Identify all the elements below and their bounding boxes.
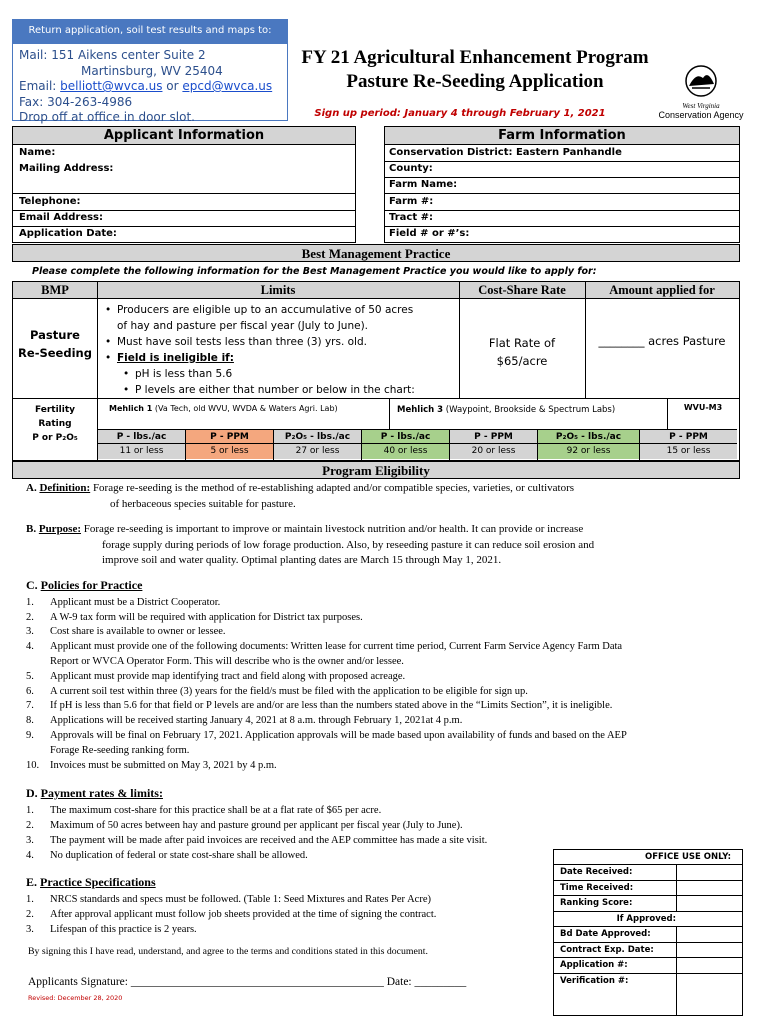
- applicant-signature-line[interactable]: Applicants Signature: ____________________________________________ Date: _________: [28, 976, 467, 988]
- office-use-heading: OFFICE USE ONLY:: [554, 850, 742, 865]
- policy-item-number: 3.: [26, 626, 34, 638]
- spec-item-text: Lifespan of this practice is 2 years.: [50, 924, 197, 935]
- fertility-cell-head: P₂O₅ - lbs./ac: [274, 429, 361, 444]
- fertility-cell-value: 15 or less: [640, 444, 737, 459]
- spec-item-text: NRCS standards and specs must be followed. (Table 1: Seed Mixtures and Rates Per Acre): [50, 894, 431, 905]
- limits-list: [101, 302, 457, 398]
- ranking-score-field[interactable]: Ranking Score:: [554, 896, 742, 912]
- payment-label: D.: [26, 786, 38, 800]
- rate-line2: $65/acre: [496, 354, 548, 368]
- purpose-text1: Forage re-seeding is important to improve or maintain livestock nutrition and/or health. It can provide or increase: [83, 523, 584, 535]
- revised-date: Revised: December 28, 2020: [28, 994, 123, 1002]
- farm-name-field[interactable]: Farm Name:: [389, 179, 458, 190]
- farm-info-box: [384, 145, 740, 243]
- policy-item: [26, 759, 748, 774]
- telephone-field[interactable]: Telephone:: [19, 196, 81, 207]
- col-cost-share: Cost-Share Rate: [478, 283, 566, 297]
- limit-3: • Field is ineligible if:: [101, 350, 457, 366]
- policy-item: [26, 729, 748, 744]
- fertility-cell-head: P - PPM: [186, 429, 273, 444]
- payment-item: [26, 848, 586, 863]
- mehlich1-header: Mehlich 1 (Va Tech, old WVU, WVDA & Waters Agri. Lab): [109, 404, 338, 413]
- fertility-cell-head: P - PPM: [450, 429, 537, 444]
- fertility-cell: [361, 429, 449, 460]
- policy-item-text: Approvals will be final on February 17, 2021. Application approvals will be made based upon availability of funds and based on the AEP: [50, 729, 627, 741]
- mail-box: [12, 43, 288, 124]
- purpose-text2: forage supply during periods of low forage production. Also, by reseeding pasture it can reduce soil erosion and: [102, 538, 595, 551]
- policies-list: [26, 596, 748, 774]
- purpose-label: B.: [26, 523, 37, 535]
- policy-item: [26, 685, 748, 700]
- agreement-text: By signing this I have read, understand, and agree to the terms and conditions stated in this document.: [28, 946, 428, 957]
- document-title: [288, 46, 662, 94]
- payment-item-text: The payment will be made after paid invoices are received and the AEP committee has made a site visit.: [50, 835, 488, 846]
- policy-item-text: Applicant must provide map identifying tract and field along with proposed acreage.: [50, 670, 406, 682]
- practice-line2: Re-Seeding: [18, 346, 92, 360]
- fertility-label1: Fertility: [34, 405, 76, 415]
- practice-line1: Pasture: [30, 328, 80, 342]
- specs-title: Practice Specifications: [40, 875, 156, 889]
- payments-list: [26, 803, 586, 863]
- applicant-info-heading: Applicant Information: [12, 126, 356, 145]
- policy-item: [26, 744, 748, 759]
- mail-line2: Martinsburg, WV 25404: [81, 63, 223, 78]
- fertility-cell-value: 92 or less: [538, 444, 639, 459]
- policy-item: [26, 699, 748, 714]
- fertility-cell: [639, 429, 737, 460]
- program-eligibility-heading: Program Eligibility: [12, 461, 740, 479]
- policies-title: Policies for Practice: [40, 578, 143, 592]
- bd-date-approved-field[interactable]: Bd Date Approved:: [554, 927, 742, 943]
- conservation-district: Conservation District: Eastern Panhandle: [389, 147, 622, 158]
- fertility-label: [13, 403, 97, 445]
- policy-item-text: If pH is less than 5.6 for that field or P levels are and/or are less than the numbers stated above in the “Limits Section”, it is ineligible.: [50, 700, 613, 712]
- payment-item-number: 2.: [26, 820, 34, 831]
- fertility-table: [12, 399, 740, 461]
- email-link-epcd[interactable]: epcd@wvca.us: [182, 79, 273, 93]
- tract-number-field[interactable]: Tract #:: [389, 212, 433, 223]
- mehlich3-header: Mehlich 3 (Waypoint, Brookside & Spectrum Labs): [397, 405, 616, 415]
- application-number-field[interactable]: Application #:: [554, 958, 742, 974]
- fertility-cells: [97, 429, 739, 460]
- fertility-cell-value: 40 or less: [362, 444, 449, 459]
- section-specifications: [26, 875, 556, 937]
- fertility-cell-head: P - PPM: [640, 429, 737, 444]
- wvca-logo: [656, 64, 746, 122]
- policy-item-text: A current soil test within three (3) years for the field/s must be filed with the application to be eligible for sign up.: [50, 685, 528, 697]
- policy-item-text: Cost share is available to owner or lessee.: [50, 626, 226, 638]
- payment-item: [26, 803, 586, 818]
- date-received-field[interactable]: Date Received:: [554, 865, 742, 881]
- policy-item-number: 10.: [26, 759, 40, 771]
- title-line2: Pasture Re-Seeding Application: [346, 71, 604, 92]
- email-or: or: [166, 79, 179, 93]
- limit-2: • Must have soil tests less than three (3) yrs. old.: [101, 334, 457, 350]
- fertility-cell-head: P - lbs./ac: [98, 429, 185, 444]
- email-line: [19, 79, 281, 95]
- specs-list: [26, 892, 556, 937]
- fertility-cell-value: 27 or less: [274, 444, 361, 459]
- specs-label: E.: [26, 875, 38, 889]
- fertility-cell-value: 5 or less: [186, 444, 273, 459]
- verification-number-field[interactable]: Verification #:: [560, 975, 629, 986]
- spec-item-number: 3.: [26, 924, 34, 935]
- applicant-info-box: [12, 145, 356, 243]
- limit-3b: • P levels are either that number or below in the chart:: [119, 382, 457, 398]
- rate-line1: Flat Rate of: [488, 336, 556, 350]
- payment-item-number: 3.: [26, 835, 34, 846]
- cost-share-rate: [459, 334, 585, 370]
- policy-item: [26, 596, 748, 611]
- policy-item-text: Report or WVCA Operator Form. This will describe who is the owner and/or lessee.: [50, 655, 404, 667]
- mailing-address-field[interactable]: Mailing Address:: [19, 163, 114, 174]
- policy-item: [26, 714, 748, 729]
- policy-item-text: Applications will be received starting January 4, 2021 at 8 a.m. through February 1, 2021at 4 p.m.: [50, 715, 463, 727]
- email-link-belliott[interactable]: belliott@wvca.us: [60, 79, 163, 93]
- section-payment: [26, 786, 586, 863]
- policy-item-number: 2.: [26, 611, 34, 623]
- purpose-text3: improve soil and water quality. Optimal planting dates are March 15 through May 1, 2021.: [102, 554, 502, 566]
- wvca-emblem-icon: [656, 64, 746, 98]
- fertility-cell-head: P - lbs./ac: [362, 429, 449, 444]
- time-received-field[interactable]: Time Received:: [554, 881, 742, 897]
- bmp-instruction: Please complete the following information for the Best Management Practice you would like to apply for:: [32, 266, 597, 277]
- section-purpose: [26, 522, 746, 569]
- policy-item-number: 8.: [26, 715, 34, 727]
- name-field[interactable]: Name:: [19, 147, 56, 158]
- col-amount: Amount applied for: [609, 283, 715, 297]
- if-approved-label: If Approved:: [554, 912, 742, 928]
- mail-line1: Mail: 151 Aikens center Suite 2: [19, 48, 206, 62]
- field-number-field[interactable]: Field # or #’s:: [389, 228, 470, 239]
- section-policies: [26, 578, 748, 773]
- contract-exp-date-field[interactable]: Contract Exp. Date:: [554, 943, 742, 959]
- def-text2: of herbaceous species suitable for pasture.: [110, 497, 296, 510]
- policy-item-number: 6.: [26, 685, 34, 697]
- fertility-cell: [537, 429, 639, 460]
- payment-item-number: 4.: [26, 850, 34, 861]
- payment-title: Payment rates & limits:: [40, 786, 163, 800]
- spec-item-number: 1.: [26, 894, 34, 905]
- wvu-m3-header: WVU-M3: [683, 403, 723, 412]
- fertility-cell: [185, 429, 273, 460]
- payment-item-text: The maximum cost-share for this practice shall be at a flat rate of $65 per acre.: [50, 805, 382, 816]
- fertility-label3: P or P₂O₅: [32, 433, 78, 443]
- bmp-table: [12, 281, 740, 399]
- return-bar: [12, 19, 288, 43]
- return-bar-text: Return application, soil test results and maps to:: [28, 25, 272, 36]
- def-text1: Forage re-seeding is the method of re-establishing adapted and/or compatible species, varieties, or cultivators: [92, 482, 575, 494]
- policy-item-number: 7.: [26, 700, 34, 712]
- policy-item: [26, 655, 748, 670]
- policy-item-number: 5.: [26, 670, 34, 682]
- spec-item: [26, 922, 556, 937]
- spec-item: [26, 907, 556, 922]
- payment-item-number: 1.: [26, 805, 34, 816]
- fertility-cell-head: P₂O₅ - lbs./ac: [538, 429, 639, 444]
- policy-item-number: 9.: [26, 729, 34, 741]
- farm-info-heading: Farm Information: [384, 126, 740, 145]
- def-title: Definition:: [39, 482, 91, 494]
- logo-text2: Conservation Agency: [658, 110, 744, 120]
- purpose-title: Purpose:: [38, 523, 82, 535]
- policy-item-number: 1.: [26, 596, 34, 608]
- dropoff-line: Drop off at office in door slot.: [19, 110, 195, 124]
- fertility-label2: Rating: [38, 419, 72, 429]
- policy-item-text: Forage Re-seeding ranking form.: [50, 744, 190, 756]
- spec-item-text: After approval applicant must follow job sheets provided at the time of signing the contract.: [50, 909, 437, 920]
- policy-item: [26, 625, 748, 640]
- payment-item: [26, 818, 586, 833]
- col-bmp: BMP: [41, 283, 69, 297]
- def-label: A.: [26, 482, 37, 494]
- fertility-cell-value: 11 or less: [98, 444, 185, 459]
- policy-item-text: A W-9 tax form will be required with application for District tax purposes.: [50, 611, 363, 623]
- spec-item-number: 2.: [26, 909, 34, 920]
- farm-number-field[interactable]: Farm #:: [389, 196, 434, 207]
- practice-name: [13, 326, 97, 362]
- signup-period: Sign up period: January 4 through February 1, 2021: [314, 108, 606, 119]
- payment-item-text: No duplication of federal or state cost-share shall be allowed.: [50, 850, 308, 861]
- policy-item: [26, 640, 748, 655]
- application-date-field[interactable]: Application Date:: [19, 228, 117, 239]
- policies-label: C.: [26, 578, 38, 592]
- policy-item-number: 4.: [26, 641, 34, 653]
- logo-text1: West Virginia: [682, 102, 720, 110]
- fertility-cell-value: 20 or less: [450, 444, 537, 459]
- payment-item: [26, 833, 586, 848]
- email-label: Email:: [19, 79, 57, 93]
- col-limits: Limits: [260, 283, 296, 297]
- limit-3a: • pH is less than 5.6: [119, 366, 457, 382]
- policy-item: [26, 670, 748, 685]
- policy-item-text: Applicant must be a District Cooperator.: [50, 596, 221, 608]
- section-definition: [26, 481, 746, 512]
- amount-acres-field[interactable]: ________ acres Pasture: [598, 334, 726, 348]
- fertility-cell: [273, 429, 361, 460]
- policy-item-text: Invoices must be submitted on May 3, 2021 by 4 p.m.: [50, 759, 277, 771]
- policy-item-text: Applicant must provide one of the following documents: Written lease for current time period, Current Farm Service Agency Farm Data: [50, 641, 623, 653]
- bmp-heading: Best Management Practice: [12, 244, 740, 262]
- limit-1: • Producers are eligible up to an accumulative of 50 acres of hay and pasture per fiscal year (July to June).: [101, 302, 457, 334]
- fertility-cell: [97, 429, 185, 460]
- fertility-cell: [449, 429, 537, 460]
- spec-item: [26, 892, 556, 907]
- office-use-box: [553, 849, 743, 1016]
- email-address-field[interactable]: Email Address:: [19, 212, 104, 223]
- fax-line: Fax: 304-263-4986: [19, 94, 133, 109]
- policy-item: [26, 611, 748, 626]
- title-line1: FY 21 Agricultural Enhancement Program: [301, 47, 649, 68]
- payment-item-text: Maximum of 50 acres between hay and pasture ground per applicant per fiscal year (July to June).: [50, 820, 463, 831]
- county-field[interactable]: County:: [389, 163, 433, 174]
